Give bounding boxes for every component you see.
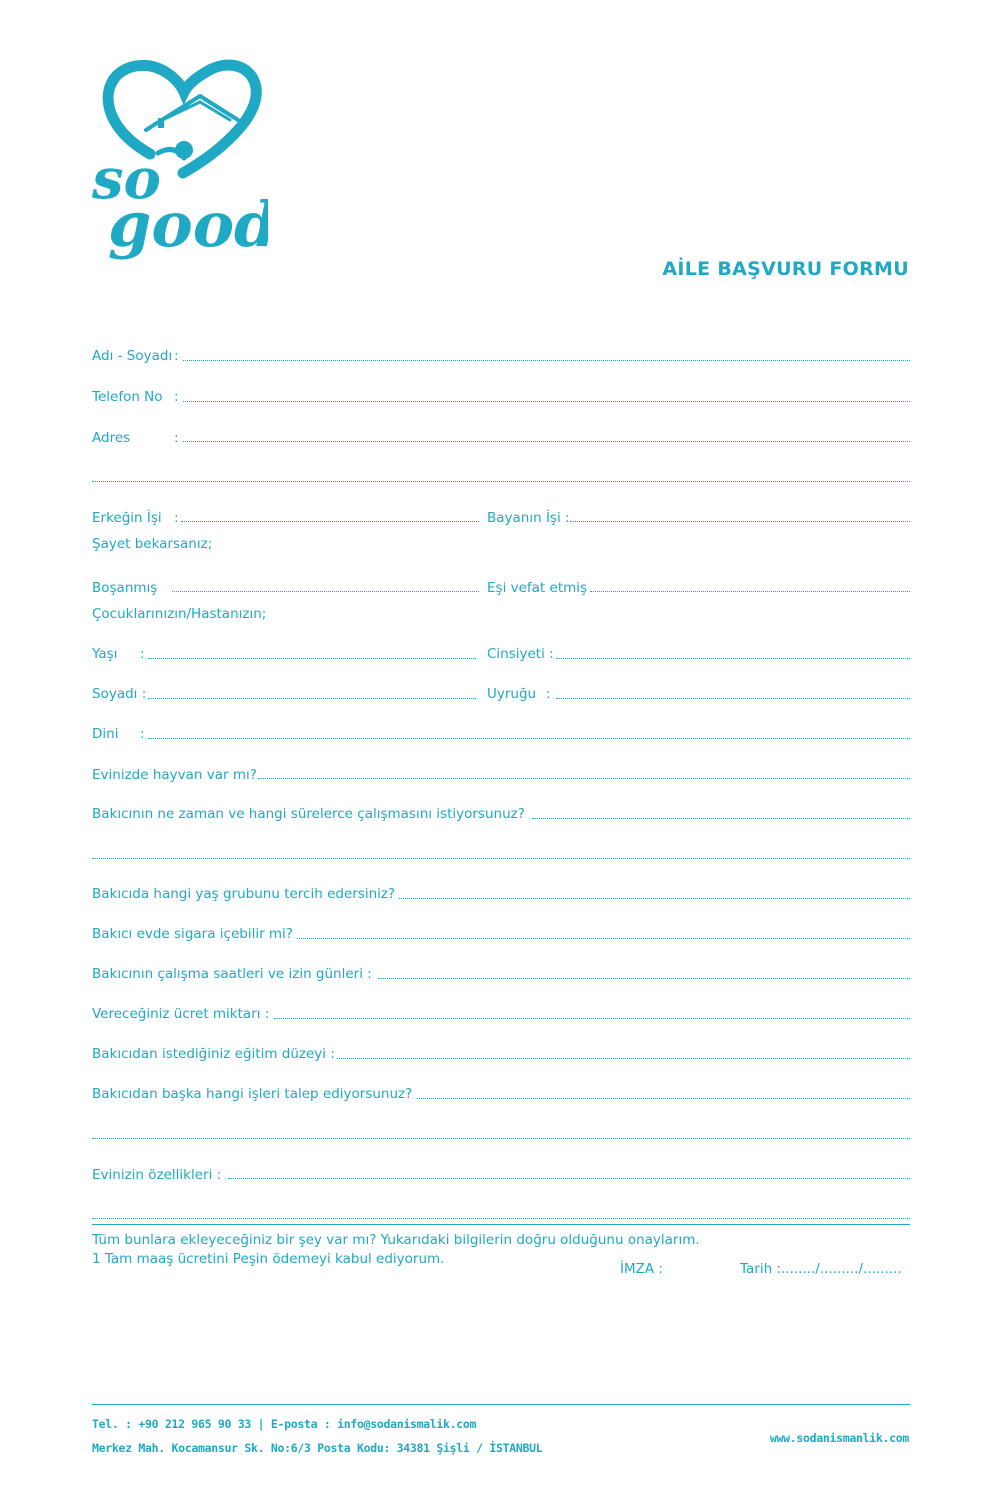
male-job-input-line[interactable] [181, 521, 479, 522]
signature-label: İMZA : [620, 1261, 663, 1277]
nationality-input-line[interactable] [556, 698, 910, 699]
other-tasks-label: Bakıcıdan başka hangi işleri talep ediyorsunuz? [92, 1086, 413, 1102]
pets-input-line[interactable] [258, 778, 910, 779]
gender-input-line[interactable] [556, 658, 910, 659]
house-features-input-line-2[interactable] [92, 1218, 910, 1219]
pets-label: Evinizde hayvan var mı? [92, 767, 257, 783]
name-colon: : [174, 348, 179, 364]
gender-label: Cinsiyeti : [487, 646, 554, 662]
salary-input-line[interactable] [274, 1018, 910, 1019]
children-patient-label: Çocuklarınızın/Hastanızın; [92, 606, 267, 622]
other-tasks-input-line-2[interactable] [92, 1138, 910, 1139]
address-input-line[interactable] [183, 441, 910, 442]
hours-leave-label: Bakıcının çalışma saatleri ve izin günleri : [92, 966, 372, 982]
age-colon: : [140, 646, 145, 662]
address-label: Adres [92, 430, 131, 446]
address-colon: : [174, 430, 179, 446]
religion-input-line[interactable] [148, 738, 910, 739]
address-input-line-2[interactable] [92, 481, 910, 482]
phone-colon: : [174, 389, 179, 405]
brand-logo [88, 58, 268, 273]
salary-label: Vereceğiniz ücret miktarı : [92, 1006, 270, 1022]
other-tasks-input-line[interactable] [417, 1098, 910, 1099]
footer-address: Merkez Mah. Kocamansur Sk. No:6/3 Posta Kodu: 34381 Şişli / İSTANBUL [92, 1441, 543, 1455]
religion-label: Dini [92, 726, 119, 742]
footer-email: E-posta : info@sodanismalik.com [270, 1417, 477, 1431]
phone-input-line[interactable] [183, 401, 910, 402]
age-input-line[interactable] [148, 658, 476, 659]
age-label: Yaşı [92, 646, 118, 662]
nationality-colon: : [546, 686, 551, 702]
female-job-label: Bayanın İşi : [487, 510, 570, 526]
house-features-label: Evinizin özellikleri : [92, 1167, 222, 1183]
work-schedule-input-line-2[interactable] [92, 858, 910, 859]
name-label: Adı - Soyadı [92, 348, 173, 364]
footer-contact [92, 1417, 476, 1431]
age-group-label: Bakıcıda hangi yaş grubunu tercih edersiniz? [92, 886, 396, 902]
male-job-colon: : [174, 510, 179, 526]
female-job-input-line[interactable] [570, 521, 910, 522]
nationality-label: Uyruğu [487, 686, 537, 702]
age-group-input-line[interactable] [399, 898, 910, 899]
surname-input-line[interactable] [148, 698, 476, 699]
form-title: AİLE BAŞVURU FORMU [662, 258, 909, 280]
smoking-label: Bakıcı evde sigara içebilir mi? [92, 926, 293, 942]
smoking-input-line[interactable] [297, 938, 910, 939]
date-field: Tarih :......../........./......... [740, 1261, 902, 1277]
education-input-line[interactable] [337, 1058, 910, 1059]
name-input-line[interactable] [183, 360, 910, 361]
logo-text-so: so [92, 146, 161, 212]
footer-phone: Tel. : +90 212 965 90 33 [92, 1417, 251, 1431]
logo-text-good: good [108, 188, 268, 261]
payment-agreement: 1 Tam maaş ücretini Peşin ödemeyi kabul ediyorum. [92, 1251, 445, 1267]
widowed-label: Eşi vefat etmiş [487, 580, 588, 596]
work-schedule-input-line[interactable] [532, 818, 910, 819]
phone-label: Telefon No [92, 389, 163, 405]
footer-divider [92, 1404, 910, 1405]
widowed-input-line[interactable] [590, 591, 910, 592]
if-single-label: Şayet bekarsanız; [92, 536, 213, 552]
footer-website: www.sodanismanlik.com [769, 1431, 909, 1445]
religion-colon: : [140, 726, 145, 742]
divorced-label: Boşanmış [92, 580, 158, 596]
work-schedule-label: Bakıcının ne zaman ve hangi sürelerce çalışmasını istiyorsunuz? [92, 806, 525, 822]
footer-separator: | [257, 1417, 265, 1431]
male-job-label: Erkeğin İşi [92, 510, 162, 526]
section-divider [92, 1224, 910, 1225]
heart-house-logo-icon [88, 58, 268, 273]
surname-label: Soyadı : [92, 686, 147, 702]
divorced-input-line[interactable] [172, 591, 479, 592]
hours-leave-input-line[interactable] [378, 978, 910, 979]
house-features-input-line[interactable] [228, 1178, 910, 1179]
education-label: Bakıcıdan istediğiniz eğitim düzeyi : [92, 1046, 335, 1062]
closing-note: Tüm bunlara ekleyeceğiniz bir şey var mı? Yukarıdaki bilgilerin doğru olduğunu onaylarım. [92, 1232, 700, 1248]
